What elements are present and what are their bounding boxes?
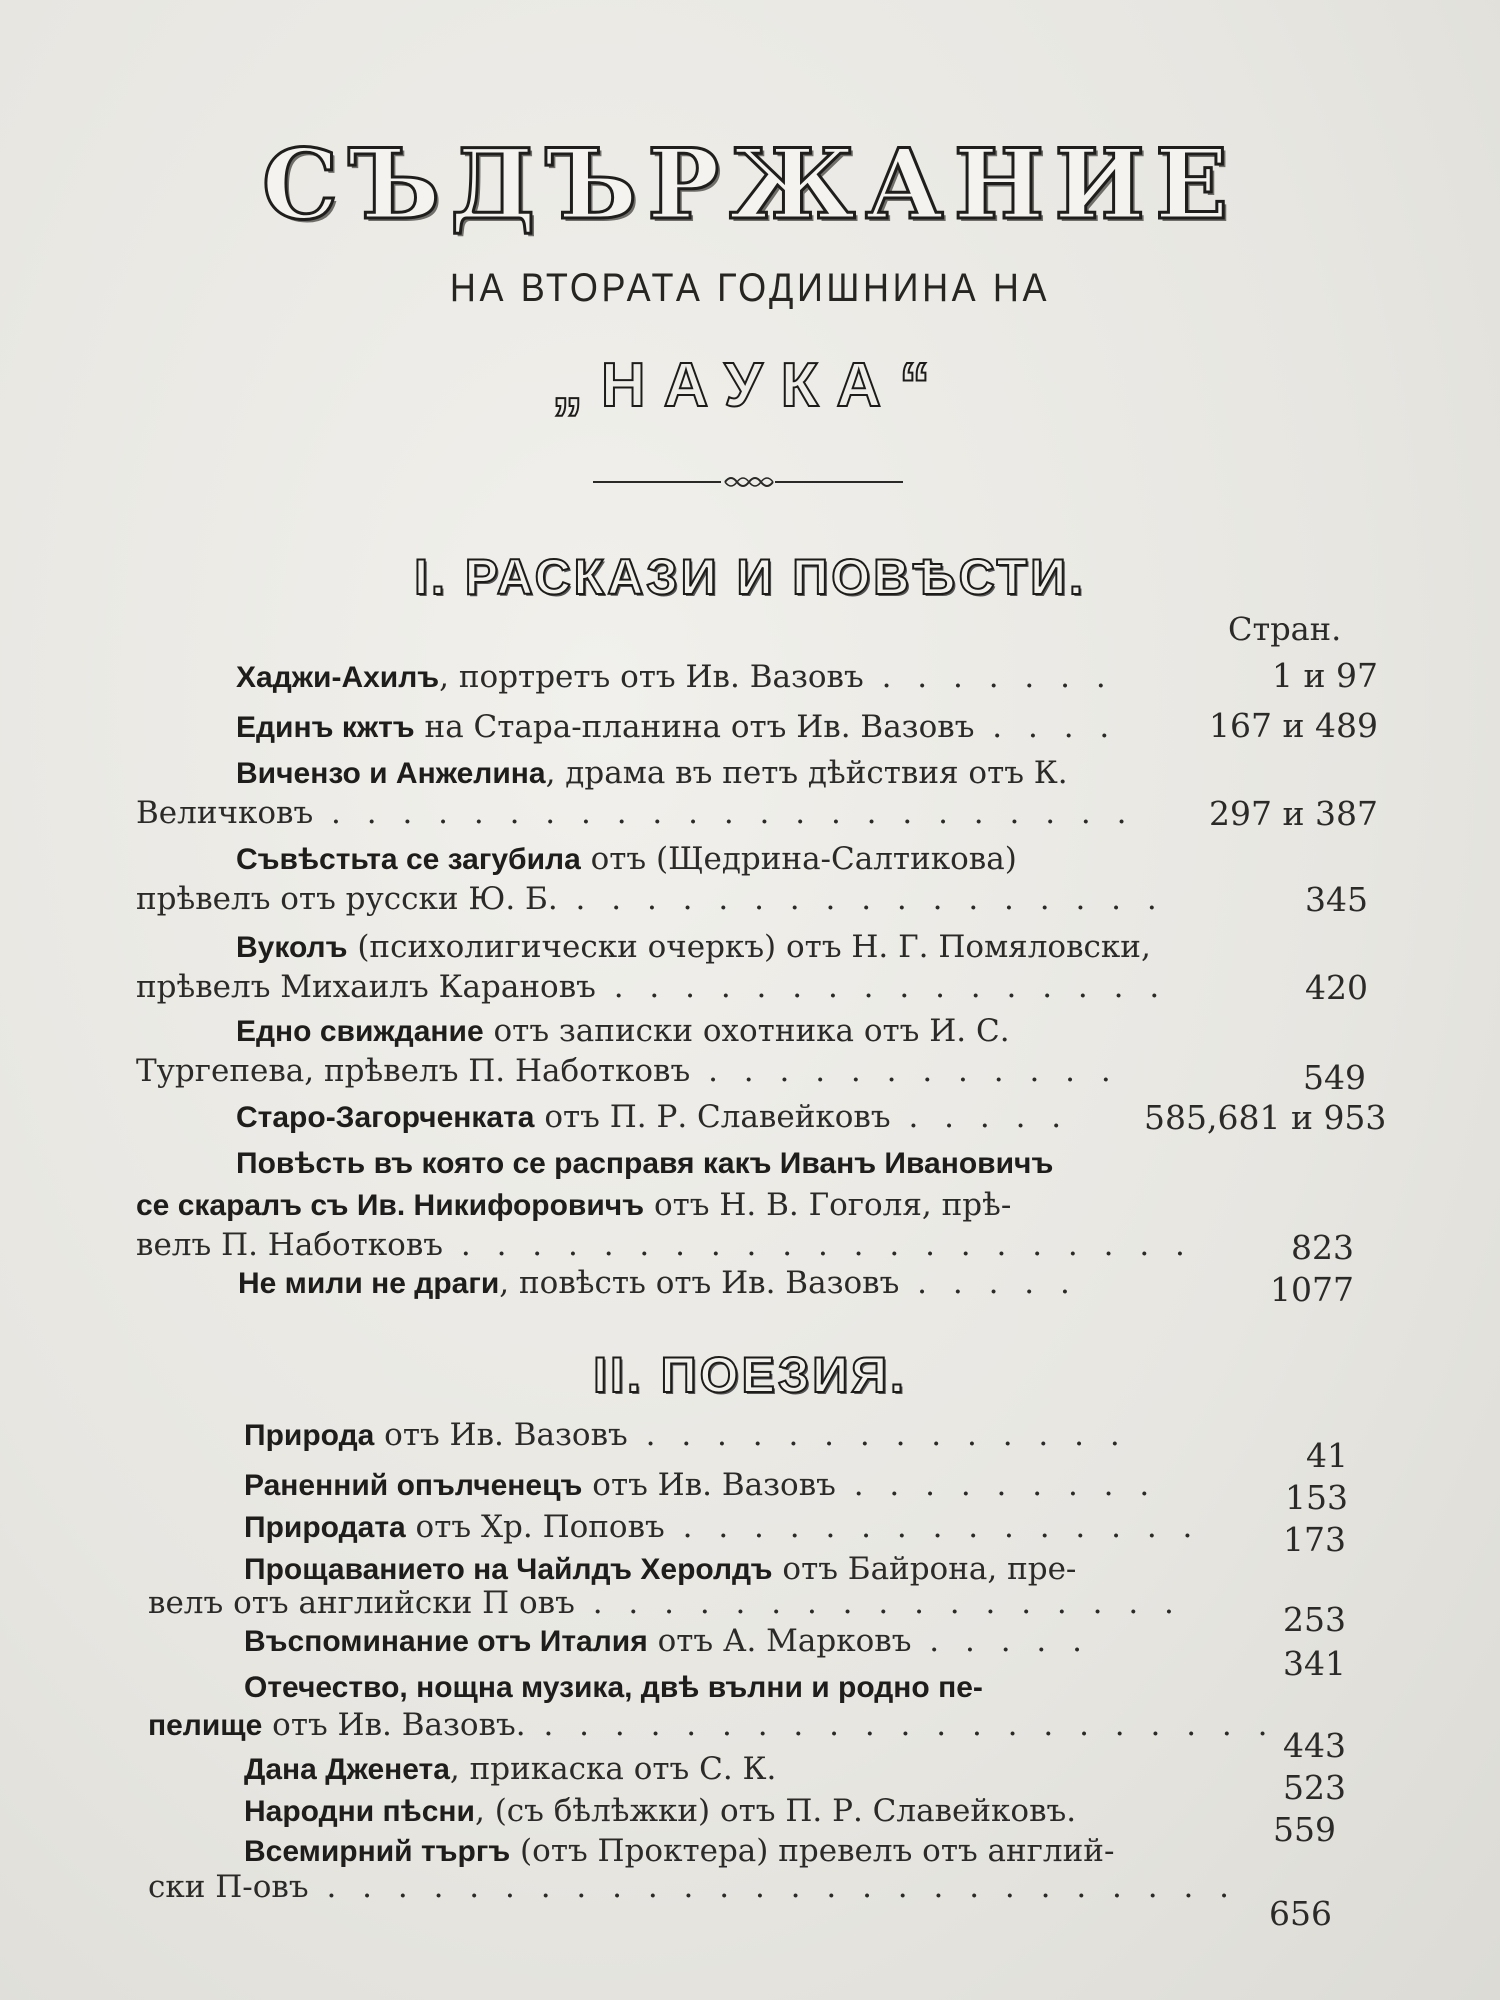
page-number: 345 [1305,880,1368,919]
page-title: СЪДЪРЖАНИЕ [261,128,1239,241]
list-item: пелище отъ Ив. Вазовъ. . . . . . . . . . . . . . . . . . . . . . [148,1707,1276,1743]
page-column-label: Стран. [1228,610,1342,648]
page-subtitle: НА ВТОРАТА ГОДИШНИНА НА [449,266,1051,310]
list-item: Съвѣстьта се загубила отъ (Щедрина-Салтикова) [236,841,1017,877]
list-item: велъ отъ английски П овъ . . . . . . . . . . . . . . . . . [148,1585,1182,1621]
list-item: Единъ кжтъ на Стара-планина отъ Ив. Вазовъ . . . . [236,709,1118,745]
page-number: 559 [1273,1810,1336,1849]
page-number: 173 [1283,1520,1346,1559]
page-number: 153 [1285,1478,1348,1517]
page-number: 167 и 489 [1209,706,1378,745]
list-item: Вичензо и Анжелина, драма въ петъ дѣйствия отъ К. [236,755,1068,791]
list-item: прѣвелъ Михаилъ Карановъ . . . . . . . . . . . . . . . . [136,969,1168,1005]
list-item: ски П-овъ . . . . . . . . . . . . . . . . . . . . . . . . . . [148,1869,1238,1905]
list-item: Повѣсть въ която се расправя какъ Иванъ Ивановичъ [236,1147,1054,1180]
list-item: Народни пѣсни, (съ бѣлѣжки) отъ П. Р. Славейковъ. [244,1793,1077,1829]
page-number: 585,681 и 953 [1144,1098,1387,1137]
page-number: 823 [1291,1228,1354,1267]
list-item: Не мили не драги, повѣсть отъ Ив. Вазовъ . . . . . [238,1265,1078,1301]
section-heading-stories: I. РАСКАЗИ И ПОВѢСТИ. [414,549,1086,605]
page-number: 253 [1283,1600,1346,1639]
page-number: 656 [1269,1894,1332,1933]
list-item: велъ П. Наботковъ . . . . . . . . . . . . . . . . . . . . . [136,1227,1193,1263]
page-number: 1077 [1270,1270,1354,1309]
list-item: Едно свиждание отъ записки охотника отъ И. С. [236,1013,1010,1049]
list-item: Въспоминание отъ Италия отъ А. Марковъ . . . . . [244,1623,1090,1659]
page-number: 443 [1283,1726,1346,1765]
list-item: Величковъ . . . . . . . . . . . . . . . . . . . . . . . [136,795,1135,831]
list-item: Раненний опълченецъ отъ Ив. Вазовъ . . . . . . . . . [244,1467,1158,1503]
page-number: 41 [1306,1436,1348,1475]
list-item: се скаралъ съ Ив. Никифоровичъ отъ Н. В. Гоголя, прѣ- [136,1187,1012,1223]
page-number: 420 [1305,968,1368,1007]
page-number: 549 [1303,1058,1366,1097]
list-item: Прощаванието на Чайлдъ Херолдъ отъ Байрона, пре- [244,1551,1077,1587]
list-item: Хаджи-Ахилъ, портретъ отъ Ив. Вазовъ . . . . . . . [236,659,1114,695]
divider-ornament [593,472,903,492]
list-item: Отечество, нощна музика, двѣ вълни и родно пе- [244,1671,983,1704]
page-number: 297 и 387 [1209,794,1378,833]
list-item: Старо-Загорченката отъ П. Р. Славейковъ . . . . . [236,1099,1070,1135]
list-item: Вуколъ (психолигически очеркъ) отъ Н. Г. Помяловски, [236,929,1151,965]
list-item: Всемирний търгъ (отъ Проктера) превелъ отъ англий- [244,1833,1115,1869]
list-item: Природата отъ Хр. Поповъ . . . . . . . . . . . . . . . [244,1509,1201,1545]
list-item: Тургепева, прѣвелъ П. Наботковъ . . . . . . . . . . . . [136,1053,1119,1089]
page-number: 1 и 97 [1272,656,1378,695]
page-number: 341 [1283,1644,1346,1683]
page-number: 523 [1283,1768,1346,1807]
section-heading-poetry: II. ПОЕЗИЯ. [593,1347,907,1403]
list-item: прѣвелъ отъ русски Ю. Б. . . . . . . . . . . . . . . . . . [136,881,1165,917]
list-item: Дана Дженета, прикаска отъ С. К. [244,1751,777,1787]
journal-name: „НАУКА“ [551,351,949,420]
list-item: Природа отъ Ив. Вазовъ . . . . . . . . . . . . . . [244,1417,1128,1453]
